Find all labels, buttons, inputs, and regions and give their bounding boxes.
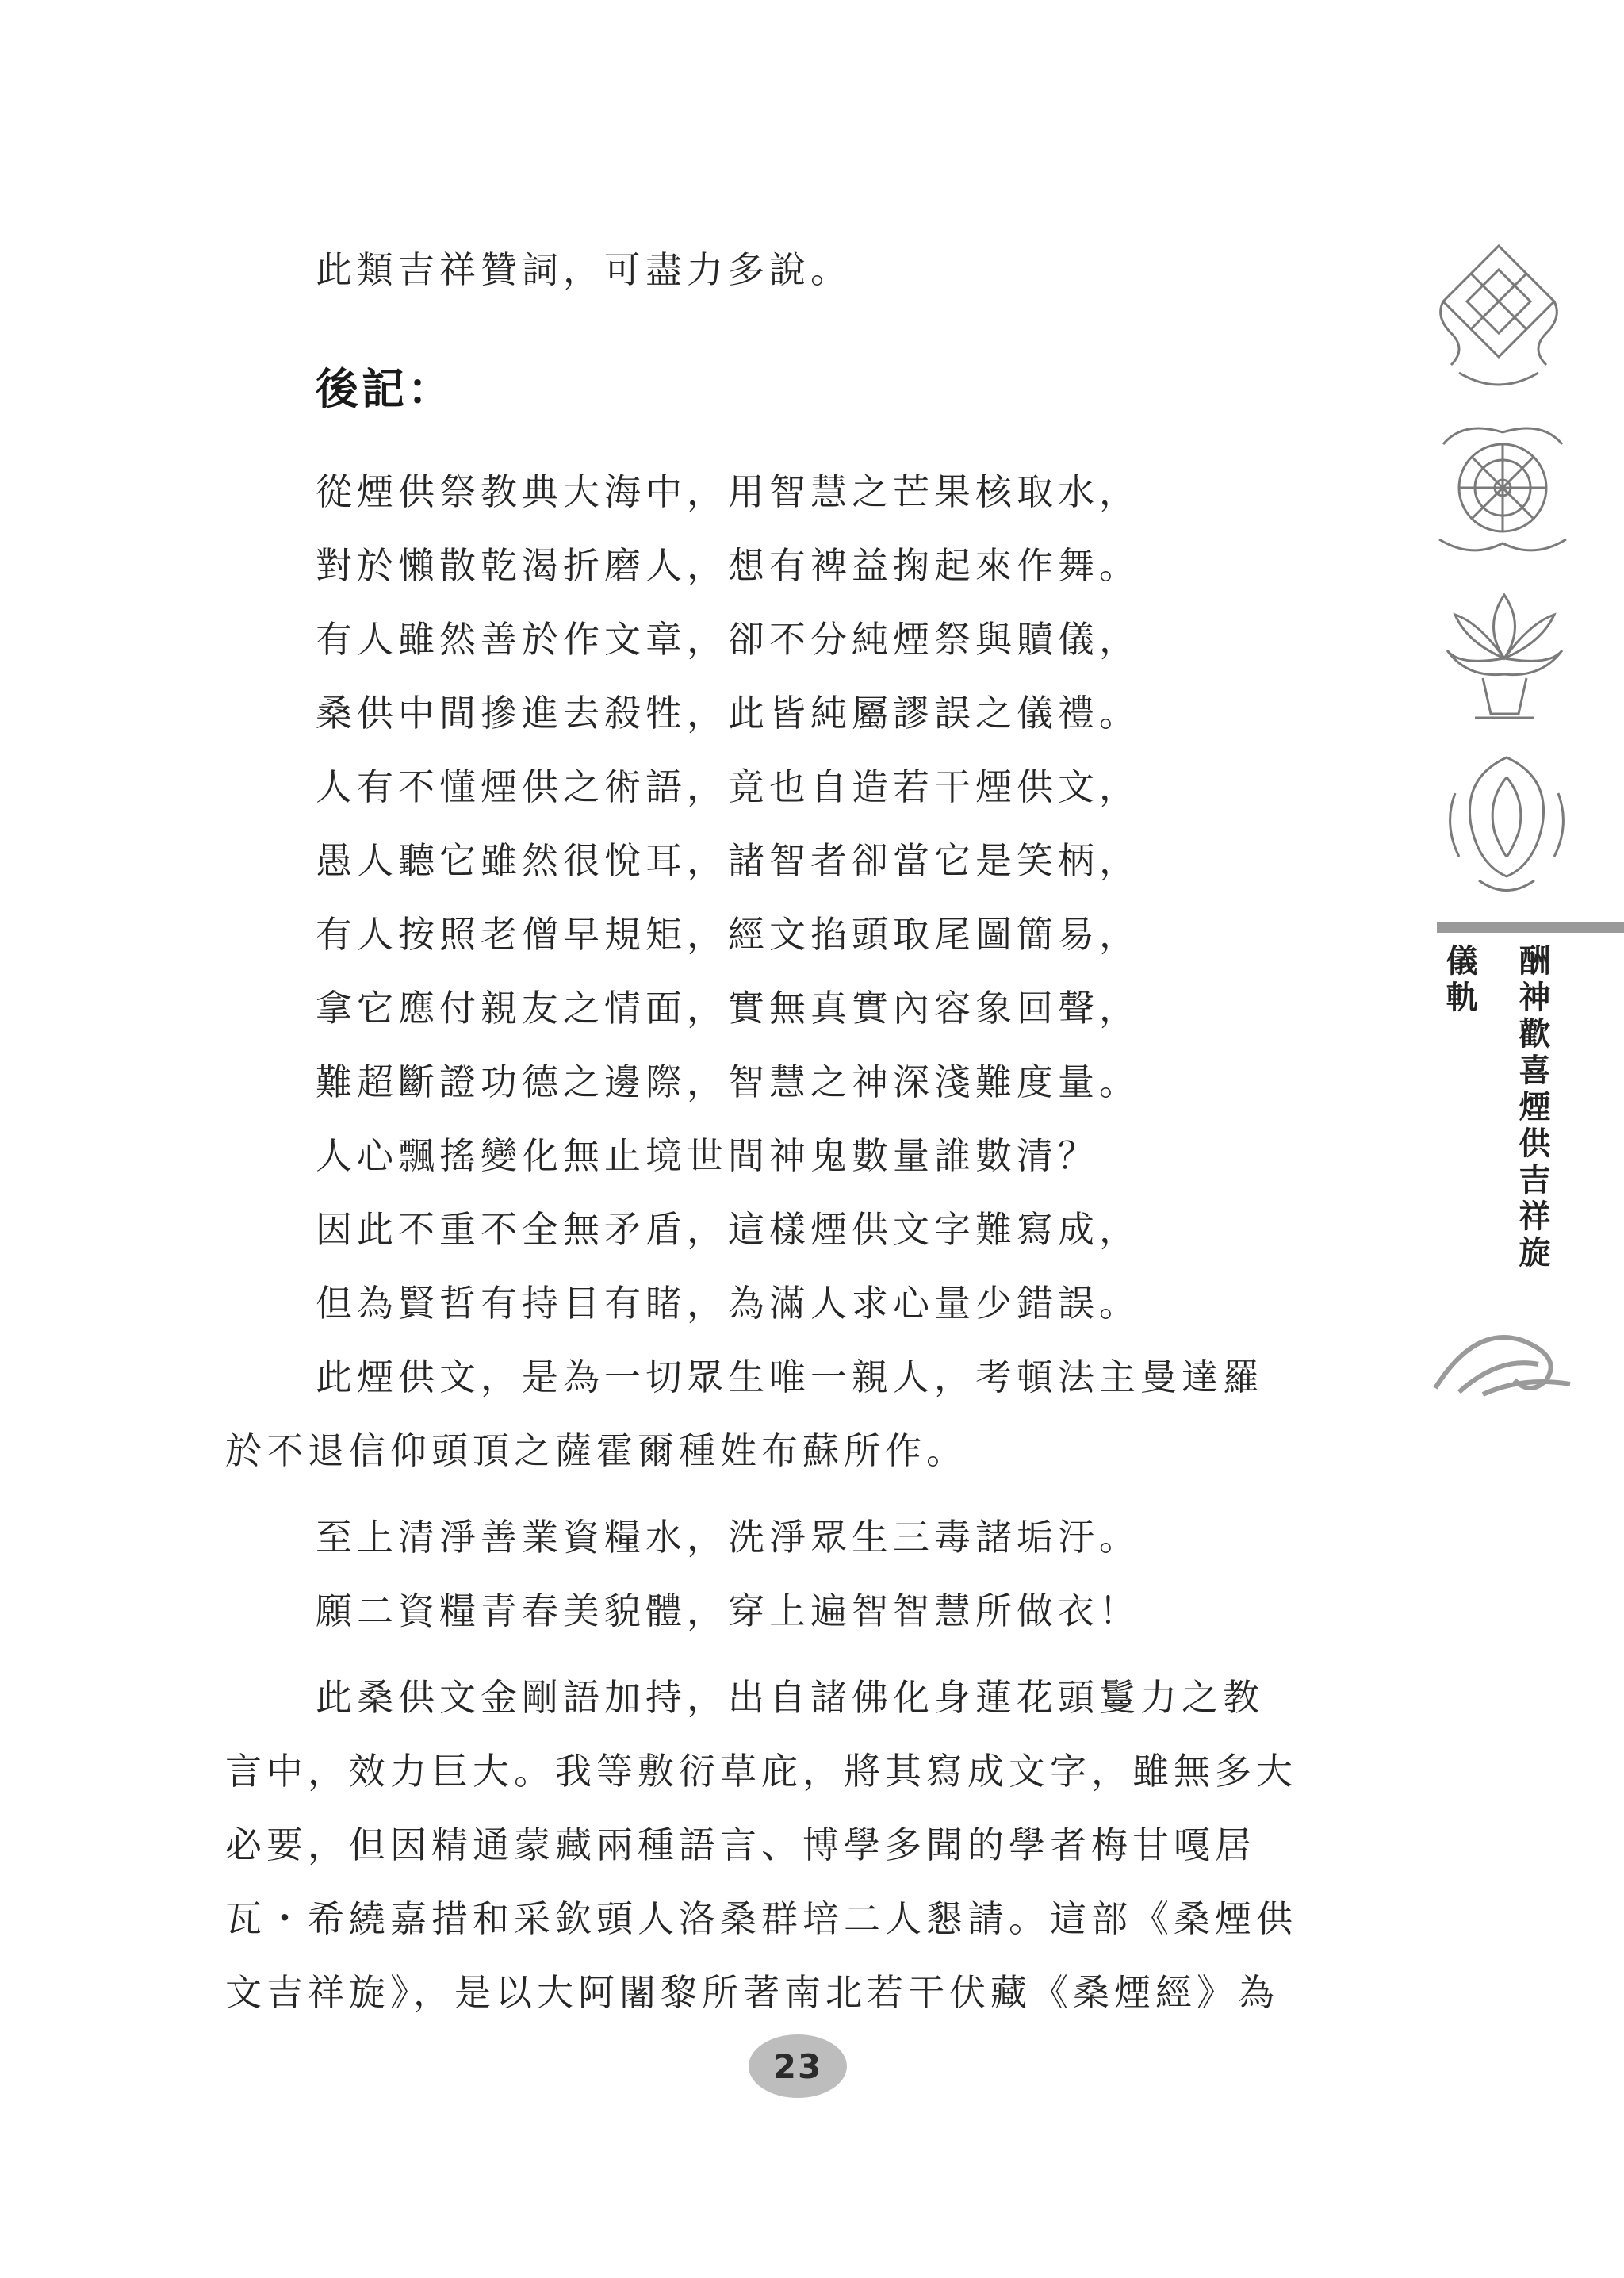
side-divider-bar — [1437, 922, 1624, 933]
conch-shell-icon — [1439, 746, 1574, 904]
colophon-line: 此桑供文金剛語加持，出自諸佛化身蓮花頭鬘力之教 — [316, 1676, 1264, 1719]
dedication-line: 願二資糧青春美貌體，穿上遍智智慧所做衣！ — [316, 1590, 1140, 1632]
verse-line: 人有不懂煙供之術語，竟也自造若干煙供文， — [316, 765, 1140, 808]
intro-line: 此類吉祥贊詞，可盡力多說。 — [316, 248, 852, 291]
postscript-heading: 後記： — [316, 364, 454, 414]
colophon-line: 言中，效力巨大。我等敷衍草庇，將其寫成文字，雖無多大 — [225, 1750, 1297, 1793]
page-number: 23 — [749, 2034, 847, 2098]
verse-line: 有人按照老僧早規矩，經文掐頭取尾圖簡易， — [316, 913, 1140, 956]
endless-knot-icon — [1427, 238, 1570, 401]
colophon-line: 此煙供文，是為一切眾生唯一親人，考頓法主曼達羅 — [316, 1356, 1264, 1398]
verse-line: 難超斷證功德之邊際，智慧之神深淺難度量。 — [316, 1060, 1140, 1103]
dedication-line: 至上清淨善業資糧水，洗淨眾生三毒諸垢汙。 — [316, 1516, 1140, 1559]
colophon-line: 於不退信仰頭頂之薩霍爾種姓布蘇所作。 — [225, 1429, 967, 1472]
colophon-line: 文吉祥旋》，是以大阿闍黎所著南北若干伏藏《桑煙經》為 — [225, 1971, 1279, 2014]
verse-line: 從煙供祭教典大海中，用智慧之芒果核取水， — [316, 470, 1140, 513]
verse-line: 拿它應付親友之情面，實無真實內容象回聲， — [316, 987, 1140, 1030]
verse-line: 有人雖然善於作文章，卻不分純煙祭與贖儀， — [316, 618, 1140, 661]
colophon-line: 必要，但因精通蒙藏兩種語言、博學多聞的學者梅甘嘎居 — [225, 1824, 1256, 1866]
side-title-main: 酬神歡喜煙供吉祥旋 — [1514, 944, 1550, 1272]
side-title-sub: 儀軌 — [1441, 944, 1477, 1017]
verse-line: 愚人聽它雖然很悅耳，諸智者卻當它是笑柄， — [316, 839, 1140, 882]
cloud-scroll-icon — [1427, 1309, 1586, 1404]
verse-line: 人心飄搖變化無止境世間神鬼數量誰數清？ — [316, 1134, 1099, 1177]
dharma-wheel-icon — [1431, 412, 1574, 571]
colophon-line: 瓦・希繞嘉措和采欽頭人洛桑群培二人懇請。這部《桑煙供 — [225, 1897, 1297, 1940]
verse-line: 但為賢哲有持目有睹，為滿人求心量少錯誤。 — [316, 1282, 1140, 1325]
verse-line: 對於懶散乾渴折磨人，想有裨益掬起來作舞。 — [316, 544, 1140, 587]
verse-line: 因此不重不全無矛盾，這樣煙供文字難寫成， — [316, 1208, 1140, 1251]
verse-line: 桑供中間摻進去殺牲，此皆純屬謬誤之儀禮。 — [316, 692, 1140, 734]
lotus-flower-icon — [1435, 579, 1574, 734]
